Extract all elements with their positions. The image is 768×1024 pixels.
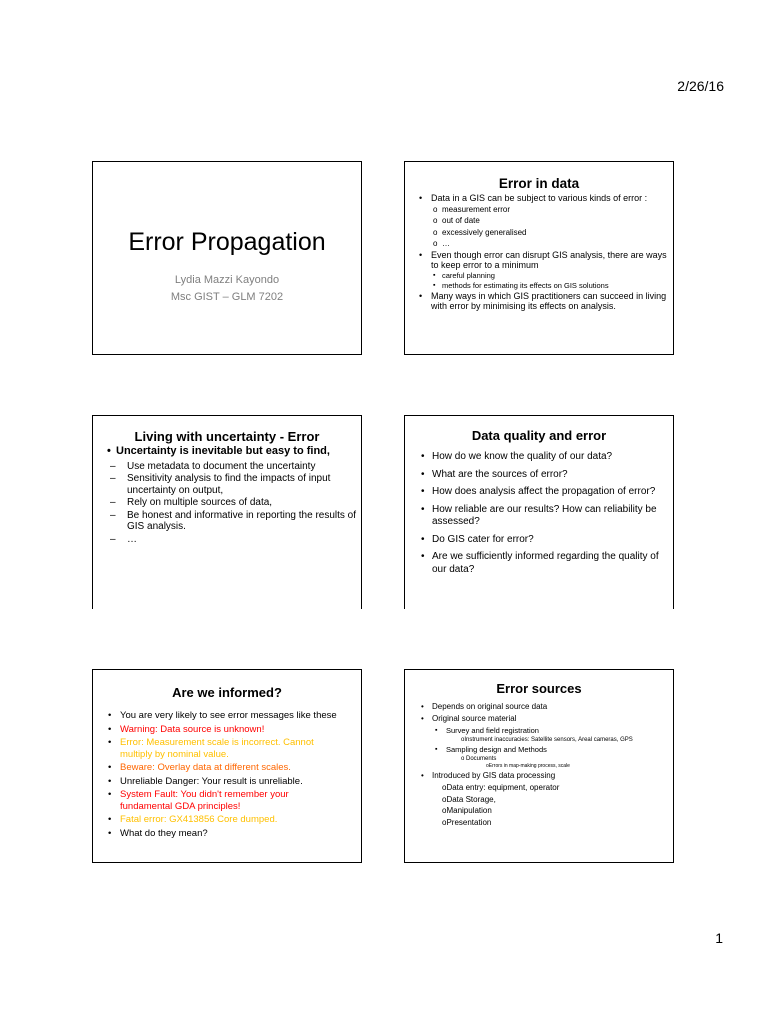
bullet-list — [93, 445, 361, 545]
list-item: • What are the sources of error? — [405, 469, 673, 482]
list-item — [405, 250, 673, 291]
list-item — [405, 193, 673, 250]
list-item: ▪ methods for estimating its effects on GIS solutions — [431, 281, 673, 291]
course-code: Msc GIST – GLM 7202 — [170, 291, 284, 303]
slide-living-with-uncertainty — [92, 415, 362, 609]
list-item: • How reliable are our results? How can reliability be assessed? — [405, 504, 673, 529]
list-item — [432, 725, 673, 744]
slide-heading: Living with uncertainty - Error — [134, 429, 320, 444]
list-item: o Instrument inaccuracies: Satellite sensors, Areal cameras, GPS — [446, 736, 673, 744]
list-item: • How do we know the quality of our data? — [405, 451, 673, 464]
page-date: 2/26/16 — [677, 78, 724, 94]
bullet-list — [93, 710, 361, 839]
list-item — [405, 770, 673, 828]
bullet-text: Data in a GIS can be subject to various kinds of error : — [431, 193, 648, 203]
list-item: o Errors in map-making process, scale — [461, 763, 673, 770]
list-item: – … — [105, 534, 361, 546]
slide-data-quality — [404, 415, 674, 609]
bullet-text: Even though error can disrupt GIS analysis, there are ways to keep error to a minimum — [431, 249, 667, 270]
list-item — [432, 744, 673, 770]
bullet-text: Introduced by GIS data processing — [432, 771, 556, 780]
sub-list — [461, 763, 673, 770]
list-item: ▪ careful planning — [431, 271, 673, 281]
bullet-list — [405, 701, 673, 828]
slide-heading: Are we informed? — [172, 685, 282, 700]
list-item: o Data Storage, — [432, 794, 673, 806]
list-item — [405, 713, 673, 770]
list-item: o Presentation — [432, 817, 673, 829]
list-item: o out of date — [431, 215, 673, 227]
author-name: Lydia Mazzi Kayondo — [174, 274, 280, 286]
slide-error-in-data — [404, 161, 674, 355]
list-item: o … — [431, 238, 673, 250]
slide-title-heading: Error Propagation — [128, 228, 326, 256]
bullet-list — [405, 193, 673, 312]
slide-title-subtitle — [93, 272, 361, 306]
list-item: • What do they mean? — [93, 828, 361, 840]
slide-heading: Error in data — [498, 176, 580, 191]
list-item: o Manipulation — [432, 805, 673, 817]
slide-heading: Error sources — [496, 681, 582, 696]
list-item — [446, 755, 673, 770]
error-message: • Unreliable Danger: Your result is unreliable. — [93, 776, 361, 788]
bullet-text: Survey and field registration — [446, 726, 539, 735]
sub-list — [431, 204, 673, 250]
list-item — [93, 445, 361, 545]
sub-list — [432, 725, 673, 770]
list-item: – Rely on multiple sources of data, — [105, 497, 361, 509]
slide-title — [92, 161, 362, 355]
list-item: • How does analysis affect the propagation of error? — [405, 486, 673, 499]
bullet-text: Sampling design and Methods — [446, 745, 547, 754]
bullet-text: Original source material — [432, 714, 517, 723]
error-message: • Fatal error: GX413856 Core dumped. — [93, 814, 361, 826]
sub-list — [432, 782, 673, 828]
error-message: • Beware: Overlay data at different scales. — [93, 762, 361, 774]
list-item: • Are we sufficiently informed regarding the quality of our data? — [405, 551, 673, 576]
list-item: • You are very likely to see error messages like these — [93, 710, 361, 722]
error-message: • System Fault: You didn't remember your fundamental GDA principles! — [93, 789, 361, 812]
sub-list — [116, 461, 361, 546]
slide-error-sources — [404, 669, 674, 863]
list-item: • Many ways in which GIS practitioners can succeed in living with error by minimising its effects on analysis. — [405, 291, 673, 312]
list-item: • Do GIS cater for error? — [405, 534, 673, 547]
list-item: o Data entry: equipment, operator — [432, 782, 673, 794]
list-item: – Be honest and informative in reporting the results of GIS analysis. — [105, 510, 361, 533]
sub-list — [431, 271, 673, 291]
list-item: – Sensitivity analysis to find the impacts of input uncertainty on output, — [105, 473, 361, 496]
list-item: o excessively generalised — [431, 227, 673, 239]
error-message: • Error: Measurement scale is incorrect. Cannot multiply by nominal value. — [93, 737, 361, 760]
bullet-list — [405, 451, 673, 576]
page-number: 1 — [715, 930, 723, 946]
bullet-text: Documents — [466, 756, 497, 762]
error-message: • Warning: Data source is unknown! — [93, 724, 361, 736]
list-item: – Use metadata to document the uncertainty — [105, 461, 361, 473]
sub-list — [446, 736, 673, 744]
bullet-text: Uncertainty is inevitable but easy to find, — [116, 445, 330, 457]
slide-heading: Data quality and error — [471, 428, 607, 443]
slide-are-we-informed — [92, 669, 362, 863]
sub-list — [446, 755, 673, 770]
list-item: o measurement error — [431, 204, 673, 216]
list-item: • Depends on original source data — [405, 701, 673, 713]
